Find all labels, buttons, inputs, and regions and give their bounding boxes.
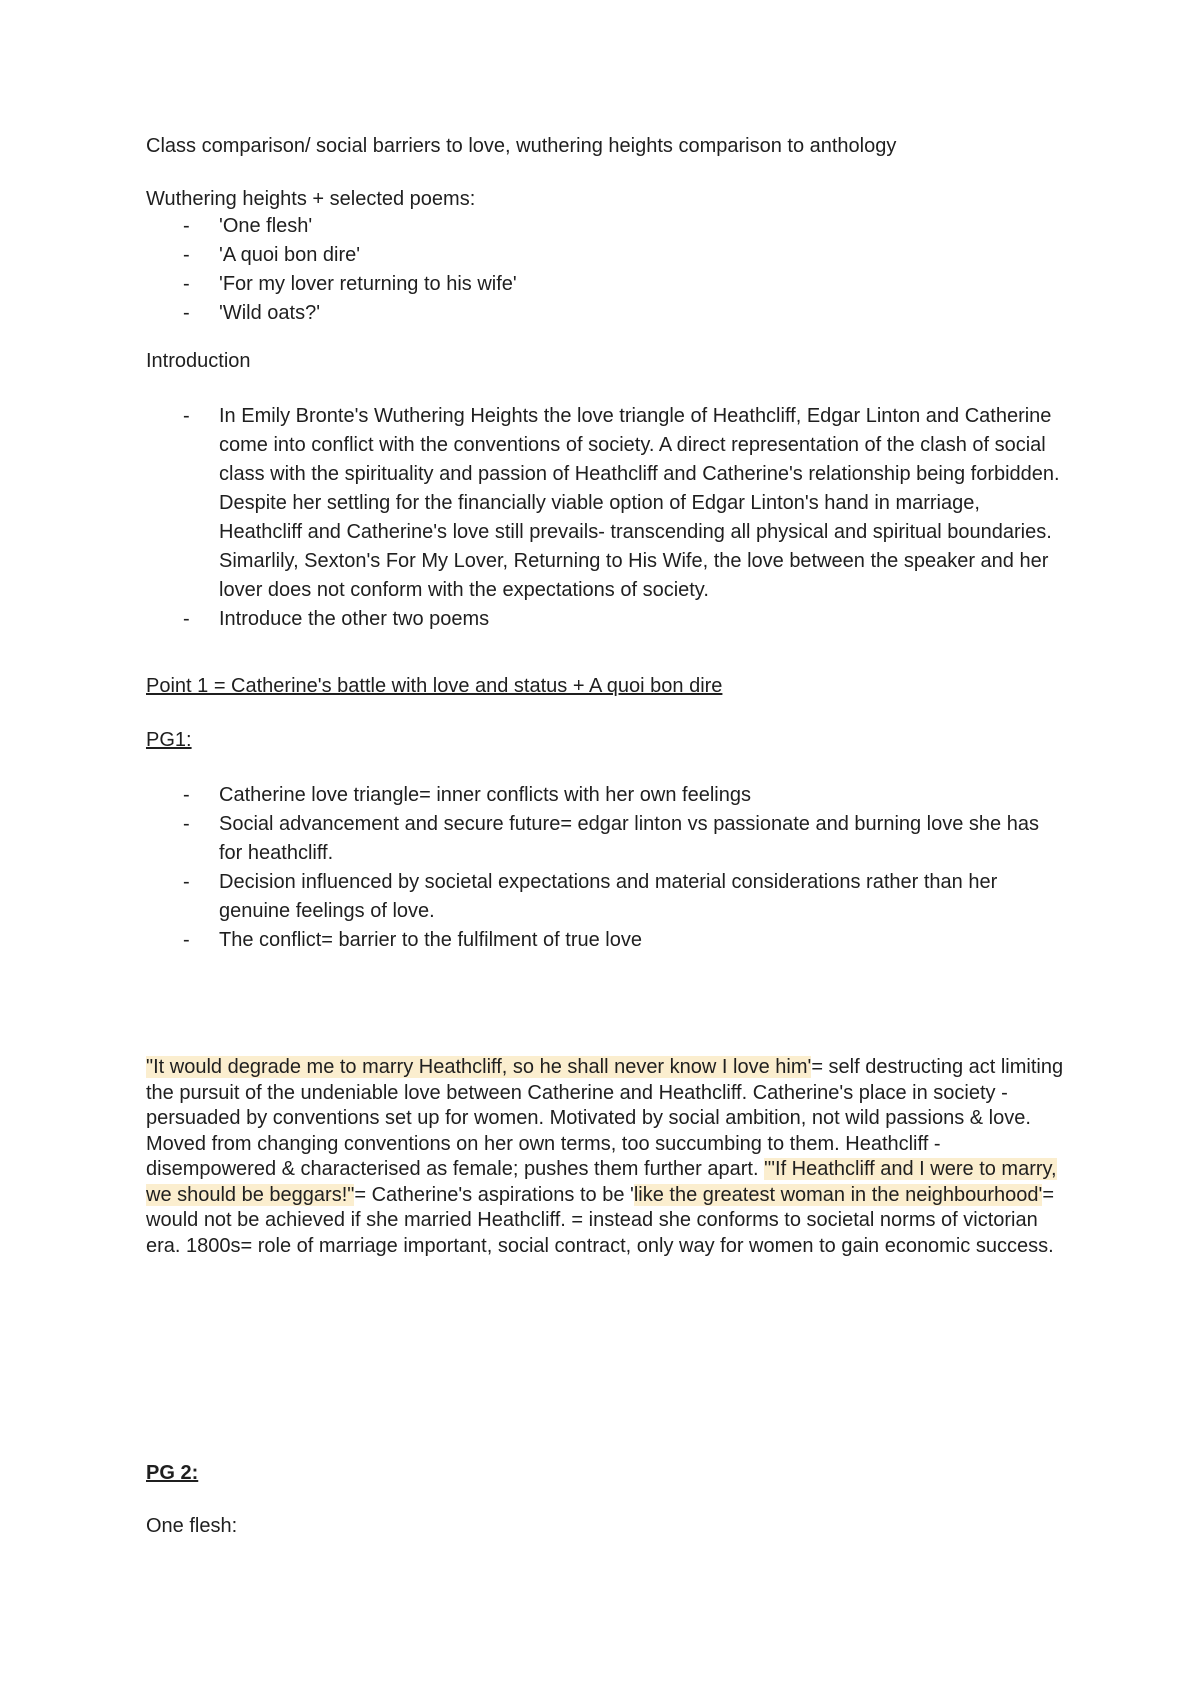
introduction-heading: Introduction [146, 350, 251, 372]
texts-heading: Wuthering heights + selected poems: [146, 188, 476, 210]
poem-list [146, 212, 1066, 328]
highlighted-quote: "It would degrade me to marry Heathcliff, so he shall never know I love him' [146, 1056, 812, 1078]
dash-bullet: - [183, 273, 190, 295]
dash-bullet: - [183, 405, 190, 427]
dash-bullet: - [183, 871, 190, 893]
dash-bullet: - [183, 929, 190, 951]
list-item: - Catherine love triangle= inner conflicts with her own feelings [146, 781, 1061, 810]
list-item: - The conflict= barrier to the fulfilment of true love [146, 926, 1061, 955]
dash-bullet: - [183, 784, 190, 806]
introduction-list [146, 402, 1061, 634]
list-item: - Decision influenced by societal expectations and material considerations rather than her genuine feelings of love. [146, 868, 1061, 926]
list-item: - In Emily Bronte's Wuthering Heights the love triangle of Heathcliff, Edgar Linton and Catherine come into conflict with the conventions of society. A direct representation of the clash of social class with the spirituality and passion of Heathcliff and Catherine's relationship being forbidden. Despite her settling for the financially viable option of Edgar Linton's hand in marriage, Heathcliff and Catherine's love still prevails- transcending all physical and spiritual boundaries. Simarlily, Sexton's For My Lover, Returning to His Wife, the love between the speaker and her lover does not conform with the expectations of society. [146, 402, 1061, 605]
pg2-label: PG 2: [146, 1462, 199, 1484]
list-item: - 'For my lover returning to his wife' [146, 270, 1066, 299]
document-title: Class comparison/ social barriers to love, wuthering heights comparison to anthology [146, 135, 897, 157]
point-1-heading: Point 1 = Catherine's battle with love and status + A quoi bon dire [146, 675, 723, 697]
pg1-label: PG1: [146, 729, 192, 751]
dash-bullet: - [183, 244, 190, 266]
one-flesh-label: One flesh: [146, 1515, 238, 1537]
analysis-paragraph: "It would degrade me to marry Heathcliff, so he shall never know I love him'= self destructing act limiting the pursuit of the undeniable love between Catherine and Heathcliff. Catherine's place in society - persuaded by conventions set up for women. Motivated by social ambition, not wild passions & love. Moved from changing conventions on her own terms, too succumbing to them. Heathcliff - disempowered & characterised as female; pushes them further apart. "'If Heathcliff and I were to marry, we should be beggars!"= Catherine's aspirations to be 'like the greatest woman in the neighbourhood'= would not be achieved if she married Heathcliff. = instead she conforms to societal norms of victorian era. 1800s= role of marriage important, social contract, only way for women to gain economic success. [146, 1056, 1064, 1257]
list-item: - Introduce the other two poems [146, 605, 1061, 634]
pg1-list [146, 781, 1061, 955]
dash-bullet: - [183, 302, 190, 324]
highlighted-quote: like the greatest woman in the neighbourhood' [633, 1183, 1043, 1206]
dash-bullet: - [183, 813, 190, 835]
list-item: - 'One flesh' [146, 212, 1066, 241]
dash-bullet: - [183, 608, 190, 630]
list-item: - 'A quoi bon dire' [146, 241, 1066, 270]
document-page [146, 0, 1066, 1696]
list-item: - Social advancement and secure future= edgar linton vs passionate and burning love she has for heathcliff. [146, 810, 1061, 868]
list-item: - 'Wild oats?' [146, 299, 1066, 328]
highlighted-quote: "'If Heathcliff and I were to marry, we should be beggars!" [146, 1158, 1057, 1206]
dash-bullet: - [183, 215, 190, 237]
